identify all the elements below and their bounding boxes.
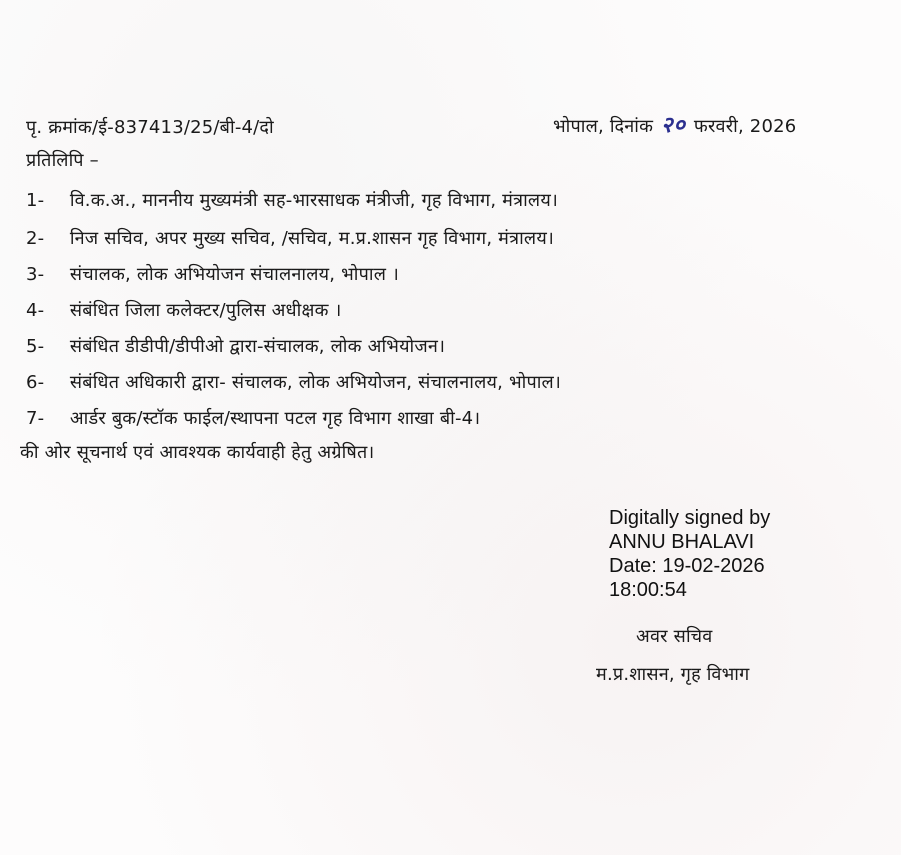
recipient-item bbox=[26, 336, 445, 358]
reference-number: पृ. क्रमांक/ई-837413/25/बी-4/दो bbox=[26, 117, 274, 138]
recipient-number: 1- bbox=[26, 190, 45, 211]
recipient-item bbox=[26, 190, 558, 212]
recipient-item bbox=[26, 228, 554, 250]
recipient-number: 4- bbox=[26, 300, 45, 321]
signature-name: ANNU BHALAVI bbox=[609, 531, 755, 553]
recipient-number: 6- bbox=[26, 372, 45, 393]
recipient-text: संबंधित जिला कलेक्टर/पुलिस अधीक्षक । bbox=[69, 300, 342, 321]
recipient-item bbox=[26, 264, 399, 286]
designation: अवर सचिव bbox=[636, 626, 713, 647]
recipient-text: संबंधित डीडीपी/डीपीओ द्वारा-संचालक, लोक अभियोजन। bbox=[69, 336, 446, 357]
recipient-number: 3- bbox=[26, 264, 45, 285]
place-date bbox=[553, 114, 796, 138]
recipient-text: निज सचिव, अपर मुख्य सचिव, /सचिव, म.प्र.शासन गृह विभाग, मंत्रालय। bbox=[69, 228, 554, 249]
handwritten-date: २० bbox=[661, 112, 686, 138]
recipient-text: संबंधित अधिकारी द्वारा- संचालक, लोक अभियोजन, संचालनालय, भोपाल। bbox=[69, 372, 561, 393]
signature-time: 18:00:54 bbox=[609, 579, 687, 601]
date-suffix: फरवरी, 2026 bbox=[693, 116, 797, 137]
place-prefix: भोपाल, दिनांक bbox=[553, 116, 654, 137]
recipient-item bbox=[26, 372, 561, 394]
recipient-text: आर्डर बुक/स्टॉक फाईल/स्थापना पटल गृह विभाग शाखा बी-4। bbox=[69, 408, 481, 429]
recipient-number: 7- bbox=[26, 408, 45, 429]
recipient-item bbox=[26, 300, 342, 322]
recipient-text: वि.क.अ., माननीय मुख्यमंत्री सह-भारसाधक मंत्रीजी, गृह विभाग, मंत्रालय। bbox=[69, 190, 558, 211]
department: म.प्र.शासन, गृह विभाग bbox=[596, 664, 750, 685]
copy-heading: प्रतिलिपि – bbox=[26, 150, 99, 171]
recipient-number: 5- bbox=[26, 336, 45, 357]
signature-line-1: Digitally signed by bbox=[609, 507, 771, 529]
closing-line: की ओर सूचनार्थ एवं आवश्यक कार्यवाही हेतु अग्रेषित। bbox=[20, 442, 375, 463]
recipient-item bbox=[26, 408, 480, 430]
recipient-text: संचालक, लोक अभियोजन संचालनालय, भोपाल । bbox=[69, 264, 400, 285]
digital-signature-block bbox=[609, 506, 770, 602]
signature-date: Date: 19-02-2026 bbox=[609, 555, 765, 577]
recipient-number: 2- bbox=[26, 228, 45, 249]
